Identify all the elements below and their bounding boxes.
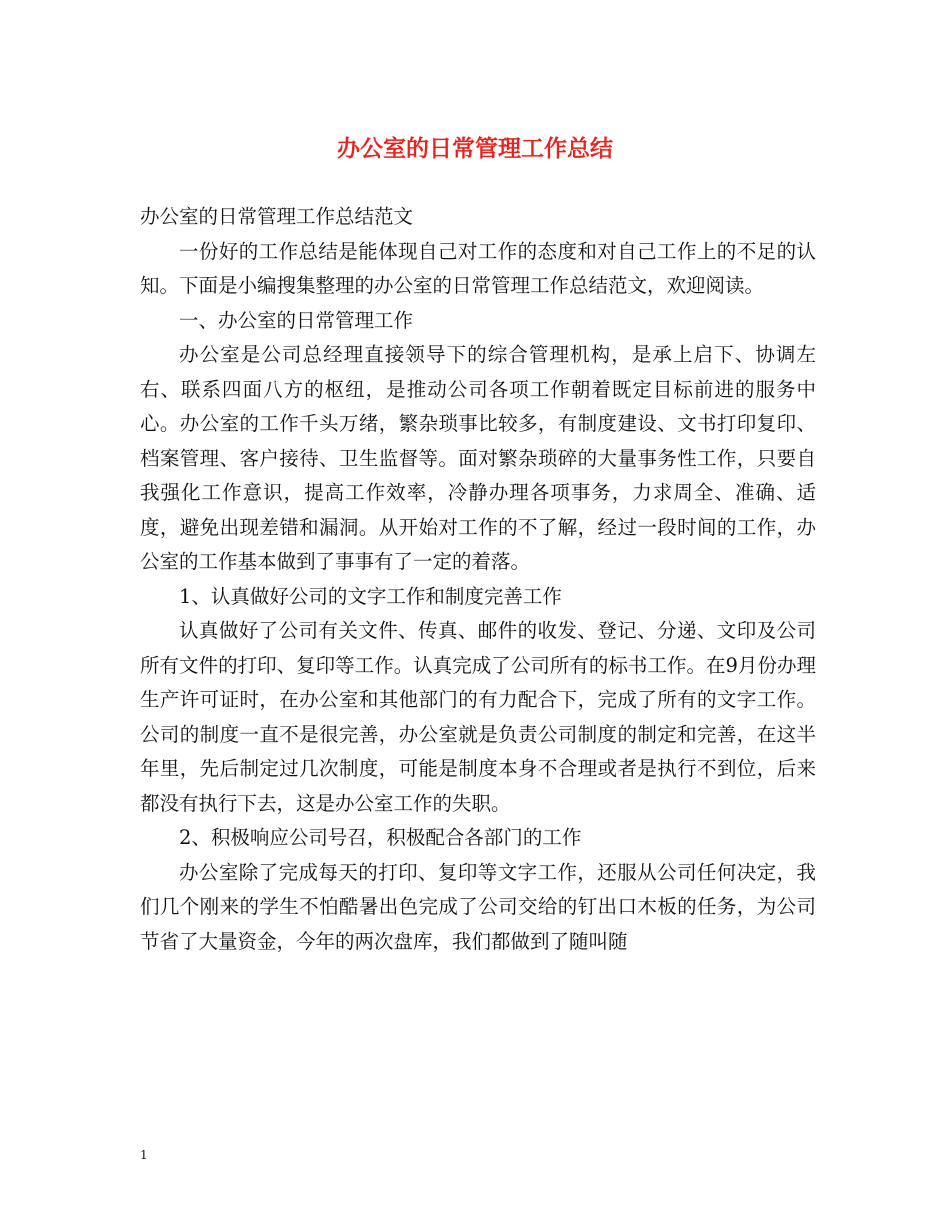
body-paragraph: 办公室是公司总经理直接领导下的综合管理机构，是承上启下、协调左右、联系四面八方的枢纽，是推动公司各项工作朝着既定目标前进的服务中心。办公室的工作千头万绪，繁杂琐事比较多，有制度建设、文书打印复印、档案管理、客户接待、卫生监督等。面对繁杂琐碎的大量事务性工作，只要自我强化工作意识，提高工作效率，冷静办理各项事务，力求周全、准确、适度，避免出现差错和漏洞。从开始对工作的不了解，经过一段时间的工作，办公室的工作基本做到了事事有了一定的着落。 — [140, 343, 816, 573]
document-subtitle: 办公室的日常管理工作总结范文 — [140, 205, 414, 228]
section-heading-1: 一、办公室的日常管理工作 — [179, 308, 414, 332]
body-paragraph: 认真做好了公司有关文件、传真、邮件的收发、登记、分递、文印及公司所有文件的打印、复印等工作。认真完成了公司所有的标书工作。在9月份办理生产许可证时，在办公室和其他部门的有力配合下，完成了所有的文字工作。公司的制度一直不是很完善，办公室就是负责公司制度的制定和完善，在这半年里，先后制定过几次制度，可能是制度本身不合理或者是执行不到位，后来都没有执行下去，这是办公室工作的失职。 — [140, 619, 816, 815]
subsection-heading-2: 2、积极响应公司号召，积极配合各部门的工作 — [179, 826, 582, 849]
document-title: 办公室的日常管理工作总结 — [337, 135, 613, 162]
page-number: 1 — [140, 1148, 148, 1162]
body-paragraph: 办公室除了完成每天的打印、复印等文字工作，还服从公司任何决定，我们几个刚来的学生不怕酷暑出色完成了公司交给的钉出口木板的任务，为公司节省了大量资金，今年的两次盘库，我们都做到了随叫随 — [140, 860, 816, 953]
subsection-heading-1: 1、认真做好公司的文字工作和制度完善工作 — [179, 584, 562, 608]
intro-paragraph: 一份好的工作总结是能体现自己对工作的态度和对自己工作上的不足的认知。下面是小编搜集整理的办公室的日常管理工作总结范文，欢迎阅读。 — [140, 239, 816, 297]
document-body — [140, 200, 816, 959]
